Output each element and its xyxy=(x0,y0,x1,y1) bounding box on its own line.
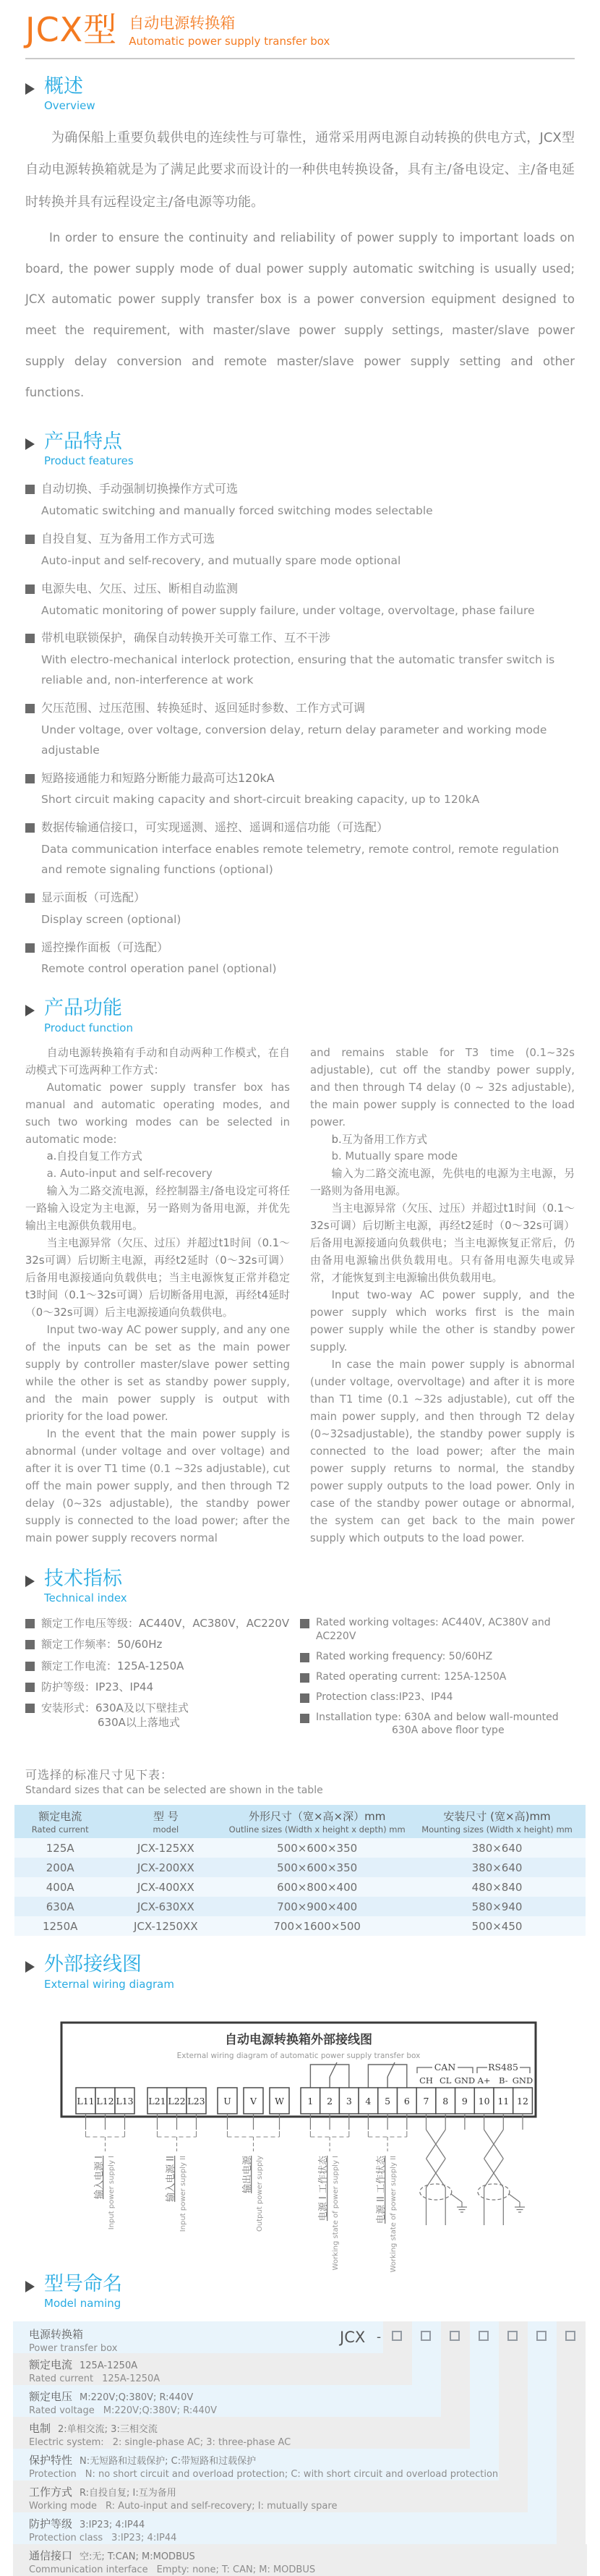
tech-spec: Rated operating current: 125A-1250A xyxy=(316,1670,507,1683)
paragraph: In the event that the main power supply is abnormal (under voltage and over voltage) and after it is over T1 time (0.1 ~32s adjustable), cut off the main power supply, and then through T2 delay (0~32s adjustable), the standby power supply is connected to the load power; after the main power supply recovers normal xyxy=(25,1427,290,1544)
tech-spec: 防护等级：IP23、IP44 xyxy=(41,1680,154,1693)
product-model-title: JCX型 xyxy=(25,10,118,49)
cell-rated-current: 1250A xyxy=(14,1916,106,1936)
naming-desc-zh: N:无短路和过载保护; C:带短路和过载保护 xyxy=(80,2456,257,2467)
model-naming-diagram xyxy=(13,2321,587,2576)
feature-zh: 遥控操作面板（可选配） xyxy=(41,940,169,954)
terminal-label: 12 xyxy=(517,2095,528,2107)
list-item xyxy=(25,579,575,623)
group-label-zh: 输入电源 II xyxy=(166,2155,176,2202)
size-note-zh: 可选择的标准尺寸见下表： xyxy=(25,1768,173,1782)
standard-sizes-table xyxy=(14,1805,586,1936)
list-item xyxy=(25,888,575,932)
tech-spec-line2: 630A above floor type xyxy=(392,1725,505,1737)
model-digit-box xyxy=(507,2331,518,2341)
naming-label-en: Power transfer box xyxy=(29,2343,118,2355)
table-row xyxy=(14,1877,586,1897)
naming-desc-en: R: Auto-input and self-recovery; I: mutually spare xyxy=(106,2501,338,2512)
paragraph: b. Mutually spare mode xyxy=(331,1150,458,1163)
cell-outline-size: 500×600×350 xyxy=(226,1858,408,1877)
naming-label-en: Working mode xyxy=(29,2501,98,2512)
header-divider xyxy=(25,58,575,59)
terminal-label: L11 xyxy=(77,2095,95,2107)
feature-zh: 短路接通能力和短路分断能力最高可达120kA xyxy=(41,770,275,785)
naming-desc-en: M:220V;Q:380V; R:440V xyxy=(103,2405,217,2417)
size-table-note xyxy=(25,1766,575,1796)
terminal-label: 10 xyxy=(478,2095,490,2107)
paragraph: Input two-way AC power supply, and the power supply which works first is the main power supply while the other is standby power supply. xyxy=(310,1289,575,1354)
terminal-label: 9 xyxy=(461,2095,468,2107)
group-label-en: Input power supply II xyxy=(179,2155,187,2232)
triangle-icon xyxy=(25,2281,35,2292)
feature-zh: 带机电联锁保护，确保自动转换开关可靠工作、互不干涉 xyxy=(41,631,331,645)
overview-heading-zh: 概述 xyxy=(44,75,83,98)
naming-heading-en: Model naming xyxy=(44,2297,121,2311)
section-product-features xyxy=(25,430,575,981)
terminal-label: L22 xyxy=(168,2095,186,2107)
naming-desc-zh: M:220V;Q:380V; R:440V xyxy=(80,2392,194,2404)
tech-spec xyxy=(316,1711,559,1738)
naming-heading-zh: 型号命名 xyxy=(44,2272,122,2295)
naming-label-zh: 通信接口 xyxy=(29,2549,73,2563)
col-header-en: Outline sizes (Width x height x depth) mm xyxy=(228,1824,406,1835)
terminal-label: U xyxy=(223,2095,231,2107)
diagram-title-zh: 自动电源转换箱外部接线图 xyxy=(225,2032,372,2047)
table-header-row xyxy=(14,1805,586,1838)
bullet-square-icon xyxy=(25,1662,35,1671)
size-note-en: Standard sizes that can be selected are shown in the table xyxy=(25,1785,323,1797)
paragraph: Automatic power supply transfer box has manual and automatic operating modes, and such two working modes can be selected in automatic mode: xyxy=(25,1081,290,1146)
group-label-zh: 输出电源 xyxy=(242,2155,253,2193)
feature-en: Automatic monitoring of power supply failure, under voltage, overvoltage, phase failure xyxy=(41,603,535,617)
terminal-label: 2 xyxy=(327,2095,333,2107)
model-code: JCX xyxy=(340,2329,366,2347)
features-heading xyxy=(25,430,575,467)
pin-label-ch: CH xyxy=(419,2075,433,2086)
naming-label-zh: 电源转换箱 xyxy=(29,2328,84,2342)
can-bus-bracket xyxy=(417,2062,473,2073)
terminal-label: L12 xyxy=(96,2095,114,2107)
naming-desc-en: 125A-1250A xyxy=(102,2373,160,2385)
cell-outline-size: 500×600×350 xyxy=(226,1838,408,1858)
table-row xyxy=(14,1858,586,1877)
model-digit-box xyxy=(450,2331,460,2341)
bullet-square-icon xyxy=(25,535,35,544)
list-item xyxy=(25,529,575,573)
naming-row xyxy=(13,2512,557,2544)
cell-outline-size: 700×900×400 xyxy=(226,1897,408,1916)
feature-zh: 自投自复、互为备用工作方式可选 xyxy=(41,532,215,546)
bullet-square-icon xyxy=(25,943,35,953)
cell-outline-size: 700×1600×500 xyxy=(226,1916,408,1936)
wiring-diagram xyxy=(60,2002,537,2273)
terminal-label: V xyxy=(249,2095,257,2107)
group-label-en: Working state of power supply II xyxy=(390,2155,398,2273)
naming-row xyxy=(13,2385,441,2417)
bullet-square-icon xyxy=(300,1693,309,1703)
paragraph: and remains stable for T3 time (0.1~32s adjustable), cut off the standby power supply, and then through T4 delay (0 ~ 32s adjustable), the main power supply is connected to the load power. xyxy=(310,1046,575,1128)
naming-label-en: Rated current xyxy=(29,2373,94,2385)
cell-rated-current: 630A xyxy=(14,1897,106,1916)
cell-mounting-size: 580×940 xyxy=(408,1897,586,1916)
terminal-label: 8 xyxy=(442,2095,449,2107)
group-labels xyxy=(93,2155,398,2272)
naming-label-en: Communication interface xyxy=(29,2564,148,2576)
naming-label-zh: 保护特性 xyxy=(29,2454,73,2467)
paragraph: Input two-way AC power supply, and any one of the inputs can be set as the main power supply by controller master/slave power setting while the other is set as standby power supply, and the main power supply is output with priority for the load power. xyxy=(25,1324,290,1423)
function-column-left xyxy=(25,1045,290,1547)
group-label-zh: 输入电源 I xyxy=(94,2155,105,2199)
function-heading-en: Product function xyxy=(44,1021,133,1034)
naming-row xyxy=(13,2544,587,2576)
twisted-pair-can xyxy=(420,2130,467,2225)
naming-column-strip xyxy=(557,2321,586,2544)
model-digit-box xyxy=(565,2331,575,2341)
model-digit-box xyxy=(479,2331,489,2341)
naming-heading xyxy=(25,2273,575,2310)
paragraph: b.互为备用工作方式 xyxy=(331,1133,428,1146)
features-heading-en: Product features xyxy=(44,454,134,468)
table-row xyxy=(14,1838,586,1858)
terminal-label: 1 xyxy=(307,2095,314,2107)
list-item xyxy=(25,698,575,762)
feature-zh: 显示面板（可选配） xyxy=(41,890,146,904)
tech-spec-line2: 630A以上落地式 xyxy=(98,1716,180,1730)
paragraph: 输入为二路交流电源，经控制器主/备电设定可将任一路输入设定为主电源，另一路则为备用电源，并优先输出主电源供负载用电。 xyxy=(25,1185,290,1233)
group-label-en: Input power supply I xyxy=(108,2155,116,2229)
tech-spec: Rated working voltages: AC440V, AC380V and AC220V xyxy=(316,1617,551,1643)
function-column-right xyxy=(310,1045,575,1547)
rs485-bus-bracket xyxy=(477,2062,530,2073)
triangle-icon xyxy=(25,1005,35,1016)
bullet-square-icon xyxy=(25,1619,35,1628)
paragraph: 当主电源异常（欠压、过压）并超过t1时间（0.1～32s可调）后切断主电源，再经t2延时（0～32s可调）后备用电源接通向负载供电；当主电源恢复正常后，仍由备用电源输出供负载用电。只有备用电源失电或异常，才能恢复到主电源输出供负载用电。 xyxy=(310,1202,575,1285)
naming-label-zh: 工作方式 xyxy=(29,2486,73,2499)
naming-label-zh: 电制 xyxy=(29,2422,51,2436)
bullet-square-icon xyxy=(25,585,35,594)
terminal-label: W xyxy=(275,2095,284,2107)
feature-zh: 电源失电、欠压、过压、断相自动监测 xyxy=(41,581,239,595)
group-brackets xyxy=(86,2131,407,2151)
feature-zh: 欠压范围、过压范围、转换延时、返回延时参数、工作方式可调 xyxy=(41,701,366,715)
terminal-label: 11 xyxy=(497,2095,510,2107)
cell-mounting-size: 480×840 xyxy=(408,1877,586,1897)
bullet-square-icon xyxy=(25,1683,35,1692)
technical-heading-en: Technical index xyxy=(44,1591,127,1605)
product-title-en: Automatic power supply transfer box xyxy=(129,35,330,48)
paragraph: a. Auto-input and self-recovery xyxy=(46,1168,213,1181)
pin-label-cl: CL xyxy=(439,2075,452,2086)
feature-zh: 数据传输通信接口，可实现遥测、遥控、遥调和遥信功能（可选配） xyxy=(41,820,389,835)
pin-label-gnd: GND xyxy=(454,2075,476,2086)
paragraph: 自动电源转换箱有手动和自动两种工作模式，在自动模式下可选两种工作方式： xyxy=(25,1046,290,1076)
feature-en: Auto-input and self-recovery, and mutually spare mode optional xyxy=(41,553,401,567)
model-code-dash: - xyxy=(377,2330,382,2345)
cell-mounting-size: 500×450 xyxy=(408,1916,586,1936)
triangle-icon xyxy=(25,438,35,450)
group-label-zh: 电源 II 工作状态 xyxy=(376,2155,387,2224)
triangle-icon xyxy=(25,1961,35,1973)
list-item xyxy=(25,628,575,692)
cell-model: JCX-400XX xyxy=(106,1877,226,1897)
cell-rated-current: 400A xyxy=(14,1877,106,1897)
naming-desc-zh: R:自投自复; I:互为备用 xyxy=(80,2488,176,2499)
terminal-label: 4 xyxy=(365,2095,372,2107)
wiring-heading xyxy=(25,1953,575,1990)
section-technical-index xyxy=(25,1568,575,1745)
list-item xyxy=(25,479,575,523)
twisted-pair-rs485 xyxy=(478,2130,525,2225)
terminal-label: 3 xyxy=(346,2095,352,2107)
col-header-en: model xyxy=(153,1824,179,1835)
naming-desc-en: Empty: none; T: CAN; M: MODBUS xyxy=(156,2564,316,2576)
product-title-zh: 自动电源转换箱 xyxy=(129,14,236,32)
overview-paragraph-zh: 为确保船上重要负载供电的连续性与可靠性，通常采用两电源自动转换的供电方式，JCX型自动电源转换箱就是为了满足此要求而设计的一种供电转换设备，具有主/备电设定、主/备电延时转换并具有远程设定主/备电源等功能。 xyxy=(25,130,575,210)
cell-rated-current: 125A xyxy=(14,1838,106,1858)
model-digit-box xyxy=(536,2331,547,2341)
triangle-icon xyxy=(25,83,35,95)
naming-desc-en: 3:IP23; 4:IP44 xyxy=(111,2533,177,2544)
naming-row xyxy=(13,2417,470,2449)
bullet-square-icon xyxy=(25,823,35,833)
section-overview xyxy=(25,75,575,409)
terminal-label: 7 xyxy=(423,2095,429,2107)
technical-column-en xyxy=(300,1616,575,1744)
section-external-wiring xyxy=(25,1953,575,2273)
terminal-label: 6 xyxy=(403,2095,410,2107)
naming-row xyxy=(13,2321,383,2353)
technical-heading xyxy=(25,1568,575,1604)
overview-paragraph-en: In order to ensure the continuity and reliability of power supply to important loads on board, the power supply mode of dual power supply automatic switching is usually used; JCX automatic power supply transfer box is a power conversion equipment designed to meet the requirement, with master/slave power supply settings, master/slave power supply delay conversion and remote master/slave power supply setting and other functions. xyxy=(25,230,575,400)
col-header-zh: 额定电流 xyxy=(38,1810,82,1824)
bullet-square-icon xyxy=(25,634,35,643)
pin-label-a-plus: A+ xyxy=(477,2075,491,2086)
naming-label-en: Protection class xyxy=(29,2533,103,2544)
bullet-square-icon xyxy=(25,1704,35,1713)
features-list xyxy=(25,479,575,981)
naming-row xyxy=(13,2353,412,2385)
bullet-square-icon xyxy=(25,893,35,903)
naming-label-zh: 额定电压 xyxy=(29,2390,73,2404)
group-label-zh: 电源 I 工作状态 xyxy=(318,2155,329,2221)
technical-column-zh xyxy=(25,1616,300,1744)
col-header-zh: 型 号 xyxy=(153,1810,179,1824)
terminal-label: L13 xyxy=(116,2095,134,2107)
paragraph: 当主电源异常（欠压、过压）并超过t1时间（0.1～32s可调）后切断主电源，再经t2延时（0～32s可调）后备用电源接通向负载供电；当主电源恢复正常并稳定t3时间（0.1～32s可调）后切断备用电源，再经t4延时（0～32s可调）后主电源接通向负载供电。 xyxy=(25,1237,290,1319)
tech-spec-line1: Installation type: 630A and below wall-mounted xyxy=(316,1711,559,1723)
feature-zh: 自动切换、手动强制切换操作方式可选 xyxy=(41,482,239,496)
feature-en: Remote control operation panel (optional) xyxy=(41,962,277,976)
group-label-en: Working state of power supply I xyxy=(332,2155,340,2271)
naming-label-en: Protection xyxy=(29,2469,77,2481)
function-heading xyxy=(25,997,575,1034)
naming-desc-en: 2: single-phase AC; 3: three-phase AC xyxy=(112,2437,291,2449)
cell-model: JCX-125XX xyxy=(106,1838,226,1858)
tech-spec: 额定工作频率：50/60Hz xyxy=(41,1638,163,1652)
list-item xyxy=(25,768,575,812)
pin-label-b-minus: B- xyxy=(499,2075,508,2086)
naming-desc-zh: 空:无; T:CAN; M:MODBUS xyxy=(80,2551,195,2563)
wiring-heading-en: External wiring diagram xyxy=(44,1977,174,1991)
bullet-square-icon xyxy=(300,1714,309,1723)
can-label: CAN xyxy=(434,2061,456,2073)
cell-model: JCX-630XX xyxy=(106,1897,226,1916)
table-row xyxy=(14,1897,586,1916)
bullet-square-icon xyxy=(300,1619,309,1628)
naming-row xyxy=(13,2449,499,2481)
bullet-square-icon xyxy=(300,1673,309,1683)
bullet-square-icon xyxy=(25,1640,35,1649)
model-digit-box xyxy=(392,2331,402,2341)
naming-label-zh: 额定电流 xyxy=(29,2358,73,2372)
pin-label-gnd: GND xyxy=(512,2075,533,2086)
triangle-icon xyxy=(25,1576,35,1587)
page-header xyxy=(25,0,575,48)
bullet-square-icon xyxy=(25,774,35,783)
col-header-en: Mounting sizes (Width x height) mm xyxy=(421,1824,573,1835)
cell-mounting-size: 380×640 xyxy=(408,1858,586,1877)
paragraph: In case the main power supply is abnormal (under voltage, overvoltage) and after it is more than T1 time (0.1 ~32s adjustable), cut off the main power supply, and then through T2 delay (0~32sadjustable), the standby power supply is connected to the load power; after the main power supply returns to normal, the standby power supply outputs to the load power. Only in case of the standby power outage or abnormal, the system can get back to the main power supply which outputs to the load power. xyxy=(310,1359,575,1544)
bullet-square-icon xyxy=(25,704,35,713)
naming-desc-en: N: no short circuit and overload protection; C: with short circuit and overload protection xyxy=(85,2469,499,2481)
feature-en: Display screen (optional) xyxy=(41,912,181,926)
bullet-square-icon xyxy=(25,485,35,494)
paragraph: a.自投自复工作方式 xyxy=(46,1150,142,1163)
list-item xyxy=(25,938,575,982)
terminal-label: L21 xyxy=(148,2095,166,2107)
naming-desc-zh: 3:IP23; 4:IP44 xyxy=(80,2520,145,2531)
wiring-heading-zh: 外部接线图 xyxy=(44,1953,142,1976)
feature-en: Automatic switching and manually forced switching modes selectable xyxy=(41,504,433,518)
function-heading-zh: 产品功能 xyxy=(44,997,122,1020)
features-heading-zh: 产品特点 xyxy=(44,430,122,454)
list-item xyxy=(25,817,575,882)
diagram-title-en: External wiring diagram of automatic power supply transfer box xyxy=(176,2051,421,2060)
tech-spec: 额定工作电流：125A-1250A xyxy=(41,1659,184,1672)
paragraph: 输入为二路交流电源，先供电的电源为主电源，另一路则为备用电源。 xyxy=(310,1168,575,1198)
terminal-label: L23 xyxy=(187,2095,205,2107)
naming-desc-zh: 2:单相交流; 3:三相交流 xyxy=(58,2424,158,2436)
naming-column-strip xyxy=(528,2321,557,2512)
naming-column-strip xyxy=(499,2321,528,2481)
cell-mounting-size: 380×640 xyxy=(408,1838,586,1858)
feature-en: With electro-mechanical interlock protection, ensuring that the automatic transfer switch is reliable and, non-interference at work xyxy=(41,653,555,687)
table-row xyxy=(14,1916,586,1936)
feature-en: Data communication interface enables remote telemetry, remote control, remote regulation and remote signaling functions (optional) xyxy=(41,843,560,876)
naming-label-en: Rated voltage xyxy=(29,2405,95,2417)
cell-model: JCX-1250XX xyxy=(106,1916,226,1936)
col-header-en: Rated current xyxy=(31,1824,89,1835)
col-header-zh: 外形尺寸（宽×高×深）mm xyxy=(248,1810,386,1824)
naming-label-en: Electric system: xyxy=(29,2437,104,2449)
model-digit-box xyxy=(421,2331,431,2341)
bullet-square-icon xyxy=(300,1653,309,1662)
tech-spec: Protection class:IP23、IP44 xyxy=(316,1691,453,1703)
feature-en: Under voltage, over voltage, conversion delay, return delay parameter and working mode adjustable xyxy=(41,723,547,757)
terminal-label: 5 xyxy=(385,2095,391,2107)
tech-spec xyxy=(41,1701,189,1730)
technical-heading-zh: 技术指标 xyxy=(44,1567,122,1590)
cell-outline-size: 600×800×400 xyxy=(226,1877,408,1897)
naming-row xyxy=(13,2481,528,2512)
overview-heading-en: Overview xyxy=(44,99,95,113)
tech-spec: 额定工作电压等级：AC440V，AC380V，AC220V xyxy=(41,1617,290,1631)
comm-pin-labels xyxy=(419,2075,533,2086)
naming-desc-zh: 125A-1250A xyxy=(80,2360,138,2372)
overview-heading xyxy=(25,75,575,112)
naming-label-zh: 防护等级 xyxy=(29,2517,73,2531)
changeover-contact-icon xyxy=(368,2062,406,2088)
rs485-label: RS485 xyxy=(488,2061,518,2073)
tech-spec: Rated working frequency: 50/60HZ xyxy=(316,1650,493,1662)
changeover-contact-icon xyxy=(310,2062,348,2088)
cell-rated-current: 200A xyxy=(14,1858,106,1877)
feature-en: Short circuit making capacity and short-circuit breaking capacity, up to 120kA xyxy=(41,793,480,807)
tech-spec-line1: 安装形式：630A及以下壁挂式 xyxy=(41,1701,189,1715)
cell-model: JCX-200XX xyxy=(106,1858,226,1877)
col-header-zh: 安装尺寸 (宽×高)mm xyxy=(443,1810,551,1824)
group-label-en: Output power supply xyxy=(256,2155,264,2232)
section-product-function xyxy=(25,997,575,1547)
